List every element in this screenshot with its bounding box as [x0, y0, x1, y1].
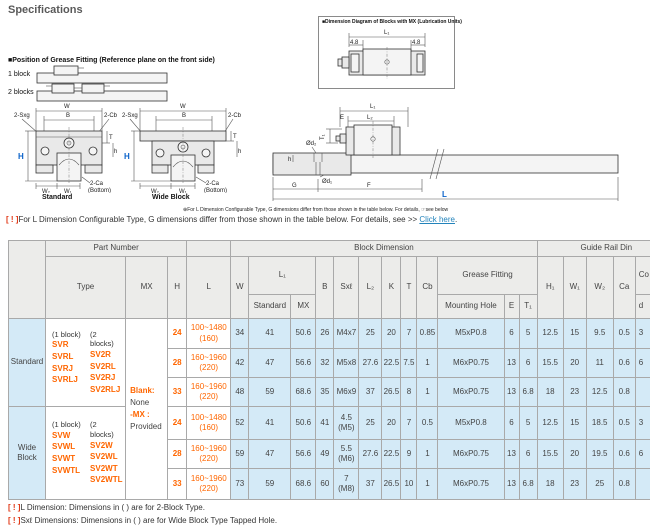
dim-l2: L₂: [367, 115, 373, 121]
value-cell: 0.6: [613, 440, 635, 469]
col-sxl: Sxℓ: [334, 257, 359, 319]
value-cell: 12.5: [537, 319, 563, 349]
part-number: SVRLJ: [52, 374, 84, 386]
part-number-header: Part Number: [46, 241, 187, 257]
value-cell: 50.6: [291, 319, 316, 349]
part-number: SV2WL: [90, 451, 122, 463]
dim-h: H: [18, 152, 24, 161]
value-cell: 42: [231, 349, 249, 378]
col-w1: W₁: [563, 257, 586, 319]
wide-block-caption: Wide Block: [152, 194, 190, 201]
value-cell: 0.5: [613, 319, 635, 349]
mx-dim-right: 4.8: [412, 40, 421, 46]
dim-ca: 2-Ca: [206, 181, 220, 187]
note-text: For L Dimension Configurable Type, G dimensions differ from those shown in the table below. For details, see >>: [18, 215, 419, 224]
dim-cb: 2-Cb: [228, 113, 242, 119]
value-cell: M5xP0.8: [438, 319, 504, 349]
value-cell: 13: [504, 349, 519, 378]
value-cell: 48: [231, 378, 249, 407]
value-cell: 49: [316, 440, 334, 469]
dim-b: B: [182, 113, 186, 119]
value-cell: 3: [635, 319, 650, 349]
mx-diagram-drawing: [322, 25, 451, 83]
value-cell: 22.5: [382, 440, 401, 469]
spec-table: [8, 240, 650, 500]
value-cell: 52: [231, 407, 249, 440]
part-number: SVWTL: [52, 465, 84, 477]
block-count-label: (1 block): [52, 330, 84, 340]
value-cell: 41: [249, 319, 291, 349]
value-cell: 34: [231, 319, 249, 349]
footnote-sxl-dimension: [8, 515, 277, 528]
value-cell: 5.5 (M6): [334, 440, 359, 469]
value-cell: 20: [563, 349, 586, 378]
dim-d1: Ød₁: [322, 179, 332, 185]
part-number: SV2WT: [90, 463, 122, 475]
mx-option-line: Provided: [130, 421, 166, 433]
value-cell: 59: [249, 469, 291, 500]
front-view-standard: [14, 101, 120, 193]
value-cell: 4.5 (M5): [334, 407, 359, 440]
value-cell: 1: [417, 440, 438, 469]
col-w: W: [231, 257, 249, 319]
value-cell: 7: [401, 319, 417, 349]
value-cell: 0.5: [417, 407, 438, 440]
value-cell: 3: [635, 407, 650, 440]
value-cell: 7.5: [401, 349, 417, 378]
value-cell: M6xP0.75: [438, 349, 504, 378]
dim-h: H: [124, 152, 130, 161]
value-cell: 20: [382, 407, 401, 440]
dim-w1: W₁: [179, 189, 187, 193]
dim-t1: T₁: [320, 134, 326, 140]
footnote-l-dimension: [8, 502, 277, 515]
value-cell: M4x7: [334, 319, 359, 349]
value-cell: 1: [417, 349, 438, 378]
value-cell: M6xP0.75: [438, 378, 504, 407]
col-k: K: [382, 257, 401, 319]
dim-w1: W₁: [64, 189, 72, 193]
dim-h: h: [288, 157, 291, 163]
dim-b: B: [66, 113, 70, 119]
value-cell: 26.5: [382, 378, 401, 407]
value-cell: 32: [316, 349, 334, 378]
l-range-cell: 100~1480 (160): [187, 407, 231, 440]
value-cell: 0.85: [417, 319, 438, 349]
part-number: SV2R: [90, 349, 122, 361]
two-blocks-rail-diagram: [36, 83, 168, 103]
dim-ca-bottom: (Bottom): [88, 188, 111, 193]
value-cell: [635, 378, 650, 407]
header-row-main: [9, 257, 650, 295]
block-count-label: (2 blocks): [90, 330, 122, 350]
corner-cell: [9, 241, 46, 319]
value-cell: 15.5: [537, 349, 563, 378]
value-cell: 15: [563, 407, 586, 440]
dim-l1: L₁: [370, 104, 375, 110]
dim-t: T: [109, 135, 113, 141]
mx-option-cell: [126, 319, 168, 500]
value-cell: 41: [316, 407, 334, 440]
value-cell: M5x8: [334, 349, 359, 378]
click-here-link[interactable]: Click here: [419, 215, 455, 224]
value-cell: 68.6: [291, 469, 316, 500]
value-cell: M6xP0.75: [438, 469, 504, 500]
col-counterbore-group: Co: [635, 257, 650, 295]
value-cell: [635, 469, 650, 500]
side-view-diagram: [262, 101, 650, 205]
spec-table-container: [8, 240, 650, 500]
value-cell: 6.8: [519, 469, 537, 500]
mx-dim-l1: L₁: [384, 30, 389, 36]
part-number: SVR: [52, 339, 84, 351]
mx-diagram-title: ■Dimension Diagram of Blocks with MX (Lubrication Units): [322, 19, 451, 25]
value-cell: 6: [504, 319, 519, 349]
l-range-cell: 160~1960 (220): [187, 378, 231, 407]
header-row-groups: [9, 241, 650, 257]
value-cell: 12.5: [537, 407, 563, 440]
empty-header-cell: [187, 241, 231, 257]
configurable-type-note: [6, 215, 457, 224]
value-cell: 22.5: [382, 349, 401, 378]
value-cell: 5: [519, 319, 537, 349]
footnote-text: Sxℓ Dimensions: Dimensions in ( ) are for Wide Block Type Tapped Hole.: [20, 516, 277, 525]
h-value-cell: 33: [168, 378, 187, 407]
front-view-wide: [122, 101, 244, 193]
value-cell: 59: [231, 440, 249, 469]
value-cell: 6: [519, 349, 537, 378]
value-cell: 20: [563, 440, 586, 469]
col-l1-mx: MX: [291, 295, 316, 319]
value-cell: 13: [504, 469, 519, 500]
value-cell: 19.5: [586, 440, 613, 469]
mx-option-line: -MX :: [130, 409, 166, 421]
mx-dim-left: 4.8: [350, 40, 359, 46]
type-cell: [46, 319, 126, 407]
value-cell: 18: [537, 469, 563, 500]
dim-t: T: [233, 134, 237, 140]
value-cell: M5xP0.8: [438, 407, 504, 440]
value-cell: 18: [537, 378, 563, 407]
footnote-text: L Dimension: Dimensions in ( ) are for 2-Block Type.: [20, 503, 205, 512]
dim-f: F: [367, 183, 371, 189]
col-l2: L₂: [359, 257, 382, 319]
value-cell: 68.6: [291, 378, 316, 407]
value-cell: 10: [401, 469, 417, 500]
guide-rail-header: Guide Rail Din: [537, 241, 650, 257]
h-value-cell: 24: [168, 407, 187, 440]
value-cell: 37: [359, 469, 382, 500]
note-suffix: .: [455, 215, 457, 224]
value-cell: 59: [249, 378, 291, 407]
part-number: SV2RJ: [90, 372, 122, 384]
table-row: [9, 319, 650, 349]
part-number: SVRJ: [52, 363, 84, 375]
dim-cb: 2-Cb: [104, 113, 118, 119]
value-cell: 23: [563, 378, 586, 407]
block-count-label: (2 blocks): [90, 420, 122, 440]
value-cell: 60: [316, 469, 334, 500]
part-number: SV2RL: [90, 361, 122, 373]
value-cell: 13: [504, 378, 519, 407]
dim-w2: W₂: [151, 189, 160, 193]
value-cell: 25: [359, 319, 382, 349]
value-cell: 73: [231, 469, 249, 500]
value-cell: 50.6: [291, 407, 316, 440]
block-count-label: (1 block): [52, 420, 84, 430]
dim-l: L: [442, 190, 447, 199]
col-cb: Cb: [417, 257, 438, 319]
dim-ca: 2-Ca: [90, 181, 104, 187]
note-alert-icon: [ ! ]: [6, 215, 18, 224]
value-cell: 41: [249, 407, 291, 440]
value-cell: 9.5: [586, 319, 613, 349]
value-cell: 6.8: [519, 378, 537, 407]
value-cell: 47: [249, 440, 291, 469]
value-cell: 18.5: [586, 407, 613, 440]
dim-w: W: [64, 104, 70, 110]
block-dimension-header: Block Dimension: [231, 241, 537, 257]
l-range-cell: 160~1960 (220): [187, 440, 231, 469]
col-counterbore-d: d: [635, 295, 650, 319]
col-ca: Ca: [613, 257, 635, 319]
type-cell: [46, 407, 126, 500]
dim-hs: h: [114, 149, 117, 155]
part-number: SV2RLJ: [90, 384, 122, 396]
value-cell: 35: [316, 378, 334, 407]
l-range-cell: 100~1480 (160): [187, 319, 231, 349]
dim-ca-bottom: (Bottom): [204, 188, 227, 193]
part-number: SVWT: [52, 453, 84, 465]
value-cell: 56.6: [291, 349, 316, 378]
dim-e: E: [340, 115, 344, 121]
part-number: SVWL: [52, 441, 84, 453]
value-cell: 6: [504, 407, 519, 440]
mx-option-line: Blank:: [130, 385, 166, 397]
value-cell: 6: [635, 349, 650, 378]
grease-position-heading: ■Position of Grease Fitting (Reference plane on the front side): [8, 57, 215, 64]
value-cell: 37: [359, 378, 382, 407]
col-grease-fitting-group: Grease Fitting: [438, 257, 537, 295]
value-cell: 6: [635, 440, 650, 469]
h-value-cell: 24: [168, 319, 187, 349]
value-cell: 25: [359, 407, 382, 440]
value-cell: 5: [519, 407, 537, 440]
value-cell: 12.5: [586, 378, 613, 407]
note-alert-icon: [ ! ]: [8, 503, 20, 512]
two-blocks-label: 2 blocks: [8, 89, 34, 96]
h-value-cell: 28: [168, 440, 187, 469]
dim-sxg: 2-Sxg: [122, 113, 138, 119]
configurable-type-mini-note: ⊕For L Dimension Configurable Type, G dimensions differ from those shown in the table below. For details, ☞see below: [183, 207, 448, 213]
value-cell: 20: [382, 319, 401, 349]
l-range-cell: 160~1960 (220): [187, 349, 231, 378]
value-cell: 26.5: [382, 469, 401, 500]
group-label-cell: Wide Block: [9, 407, 46, 500]
value-cell: 15: [563, 319, 586, 349]
col-mounting-hole: Mounting Hole: [438, 295, 504, 319]
value-cell: 23: [563, 469, 586, 500]
table-row: [9, 407, 650, 440]
value-cell: 27.6: [359, 349, 382, 378]
value-cell: 7 (M8): [334, 469, 359, 500]
standard-caption: Standard: [42, 194, 72, 201]
note-alert-icon: [ ! ]: [8, 516, 20, 525]
one-block-label: 1 block: [8, 71, 30, 78]
dim-w: W: [180, 104, 186, 110]
value-cell: 25: [586, 469, 613, 500]
value-cell: M6x9: [334, 378, 359, 407]
h-value-cell: 33: [168, 469, 187, 500]
part-number: SVRL: [52, 351, 84, 363]
value-cell: 27.6: [359, 440, 382, 469]
value-cell: 13: [504, 440, 519, 469]
col-mx: MX: [126, 257, 168, 319]
dim-sxg: 2-Sxg: [14, 113, 30, 119]
mx-option-line: None: [130, 397, 166, 409]
col-l1-group: L₁: [249, 257, 316, 295]
value-cell: 0.8: [613, 378, 635, 407]
part-number: SV2W: [90, 440, 122, 452]
col-l: L: [187, 257, 231, 319]
dim-d2: Ød₂: [306, 141, 317, 147]
dim-w2: W₂: [42, 189, 51, 193]
part-number: SV2WTL: [90, 474, 122, 486]
col-t: T: [401, 257, 417, 319]
h-value-cell: 28: [168, 349, 187, 378]
one-block-rail-diagram: [36, 65, 168, 85]
value-cell: 26: [316, 319, 334, 349]
col-t1: T₁: [519, 295, 537, 319]
page-title: Specifications: [8, 4, 83, 16]
col-w2: W₂: [586, 257, 613, 319]
value-cell: 8: [401, 378, 417, 407]
l-range-cell: 160~1960 (220): [187, 469, 231, 500]
value-cell: 0.5: [613, 407, 635, 440]
value-cell: 56.6: [291, 440, 316, 469]
group-label-cell: Standard: [9, 319, 46, 407]
value-cell: 6: [519, 440, 537, 469]
value-cell: 0.8: [613, 469, 635, 500]
value-cell: 1: [417, 469, 438, 500]
col-h: H: [168, 257, 187, 319]
value-cell: 47: [249, 349, 291, 378]
value-cell: 7: [401, 407, 417, 440]
dim-hs: h: [238, 149, 241, 155]
value-cell: 9: [401, 440, 417, 469]
value-cell: 11: [586, 349, 613, 378]
value-cell: 0.6: [613, 349, 635, 378]
value-cell: M6xP0.75: [438, 440, 504, 469]
mx-diagram-box: [318, 16, 455, 89]
col-l1-standard: Standard: [249, 295, 291, 319]
value-cell: 15.5: [537, 440, 563, 469]
dim-g: G: [292, 183, 297, 189]
col-e: E: [504, 295, 519, 319]
value-cell: 1: [417, 378, 438, 407]
col-type: Type: [46, 257, 126, 319]
col-b: B: [316, 257, 334, 319]
col-h1: H₁: [537, 257, 563, 319]
part-number: SVW: [52, 430, 84, 442]
